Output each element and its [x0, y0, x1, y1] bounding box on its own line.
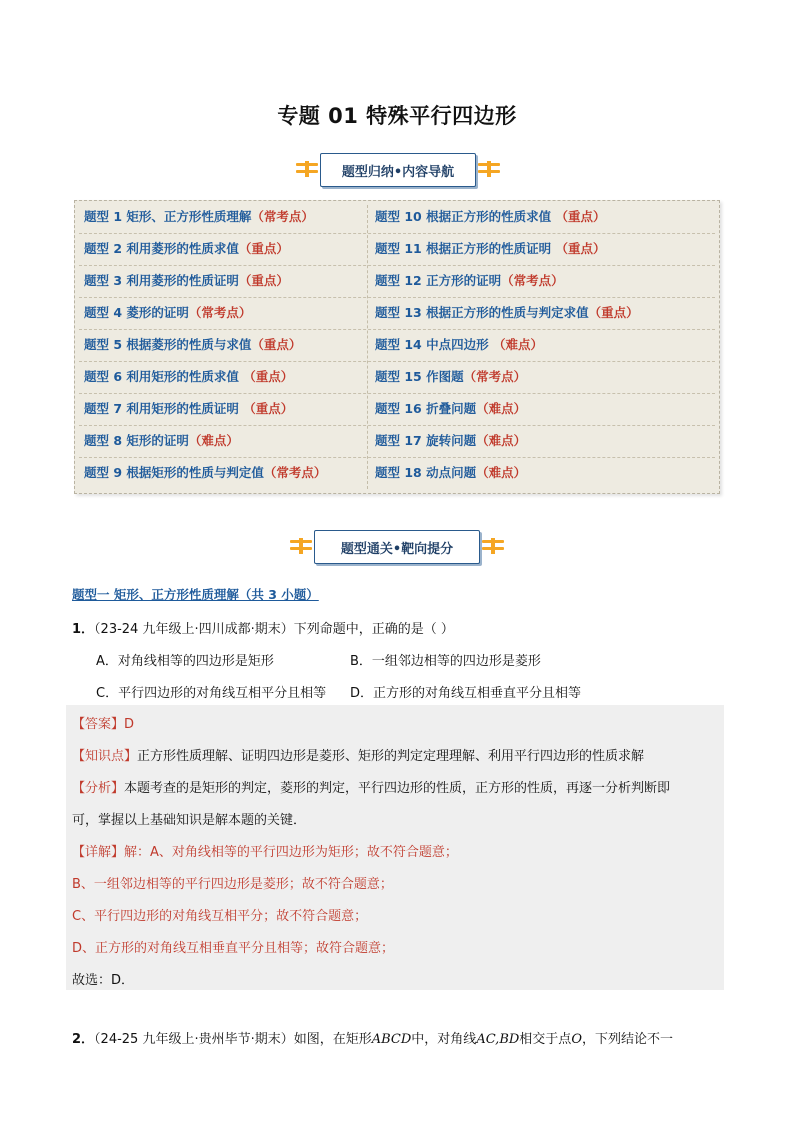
knowledge-line: 【知识点】正方形性质理解、证明四边形是菱形、矩形的判定定理理解、利用平行四边形的性质求解: [72, 749, 645, 764]
detail-line-b: B、一组邻边相等的平行四边形是菱形；故不符合题意；: [72, 877, 393, 892]
toc-item[interactable]: 题型 4 菱形的证明（常考点）: [84, 305, 252, 320]
option-d: D．正方形的对角线互相垂直平分且相等: [350, 686, 582, 701]
toc-item[interactable]: 题型 1 矩形、正方形性质理解（常考点）: [84, 209, 314, 224]
toc-item[interactable]: 题型 7 利用矩形的性质证明 （重点）: [84, 401, 294, 416]
toc-item[interactable]: 题型 10 根据正方形的性质求值 （重点）: [375, 209, 606, 224]
toc-item[interactable]: 题型 3 利用菱形的性质证明（重点）: [84, 273, 289, 288]
toc-row: [79, 329, 715, 362]
toc-row: [79, 393, 715, 426]
question-1: 1．（23-24 九年级上·四川成都·期末）下列命题中，正确的是（ ）: [72, 622, 454, 637]
toc-item[interactable]: 题型 5 根据菱形的性质与求值（重点）: [84, 337, 302, 352]
option-b: B．一组邻边相等的四边形是菱形: [350, 654, 541, 669]
analysis-line-2: 可，掌握以上基础知识是解本题的关键．: [72, 813, 307, 828]
topic-table: [74, 200, 720, 494]
toc-item[interactable]: 题型 16 折叠问题（难点）: [375, 401, 527, 416]
nav-box-practice: 题型通关•靶向提分: [314, 530, 480, 564]
toc-item[interactable]: 题型 2 利用菱形的性质求值（重点）: [84, 241, 289, 256]
toc-row: [79, 265, 715, 298]
toc-item[interactable]: 题型 17 旋转问题（难点）: [375, 433, 527, 448]
nav-box-content: 题型归纳•内容导航: [320, 153, 476, 187]
detail-line-d: D、正方形的对角线互相垂直平分且相等；故符合题意；: [72, 941, 395, 956]
left-bracket-icon: [290, 538, 312, 554]
option-c: C．平行四边形的对角线互相平分且相等: [96, 686, 327, 701]
toc-item[interactable]: 题型 9 根据矩形的性质与判定值（常考点）: [84, 465, 327, 480]
right-bracket-icon: [482, 538, 504, 554]
toc-item[interactable]: 题型 11 根据正方形的性质证明 （重点）: [375, 241, 606, 256]
page-title: 专题 01 特殊平行四边形: [277, 104, 517, 128]
conclusion-line: 故选：D．: [72, 973, 135, 988]
toc-row: [79, 201, 715, 234]
toc-item[interactable]: 题型 18 动点问题（难点）: [375, 465, 527, 480]
right-bracket-icon: [478, 161, 500, 177]
toc-item[interactable]: 题型 12 正方形的证明（常考点）: [375, 273, 564, 288]
toc-row: [79, 457, 715, 489]
analysis-line: 【分析】本题考查的是矩形的判定，菱形的判定，平行四边形的性质，正方形的性质，再逐一分析判断即: [72, 781, 671, 796]
toc-row: [79, 297, 715, 330]
section-title: 题型一 矩形、正方形性质理解（共 3 小题）: [72, 587, 319, 602]
detail-line-c: C、平行四边形的对角线互相平分；故不符合题意；: [72, 909, 368, 924]
toc-item[interactable]: 题型 15 作图题（常考点）: [375, 369, 527, 384]
detail-line: 【详解】解：A、对角线相等的平行四边形为矩形；故不符合题意；: [72, 845, 458, 860]
toc-row: [79, 233, 715, 266]
toc-row: [79, 425, 715, 458]
option-a: A．对角线相等的四边形是矩形: [96, 654, 274, 669]
toc-item[interactable]: 题型 14 中点四边形 （难点）: [375, 337, 543, 352]
answer-line: 【答案】D: [72, 717, 135, 732]
toc-item[interactable]: 题型 13 根据正方形的性质与判定求值（重点）: [375, 305, 639, 320]
toc-row: [79, 361, 715, 394]
question-2: 2．（24-25 九年级上·贵州毕节·期末）如图，在矩形ABCD中，对角线AC,BD相交于点O，下列结论不一: [72, 1032, 673, 1047]
toc-item[interactable]: 题型 6 利用矩形的性质求值 （重点）: [84, 369, 294, 384]
left-bracket-icon: [296, 161, 318, 177]
toc-item[interactable]: 题型 8 矩形的证明（难点）: [84, 433, 239, 448]
